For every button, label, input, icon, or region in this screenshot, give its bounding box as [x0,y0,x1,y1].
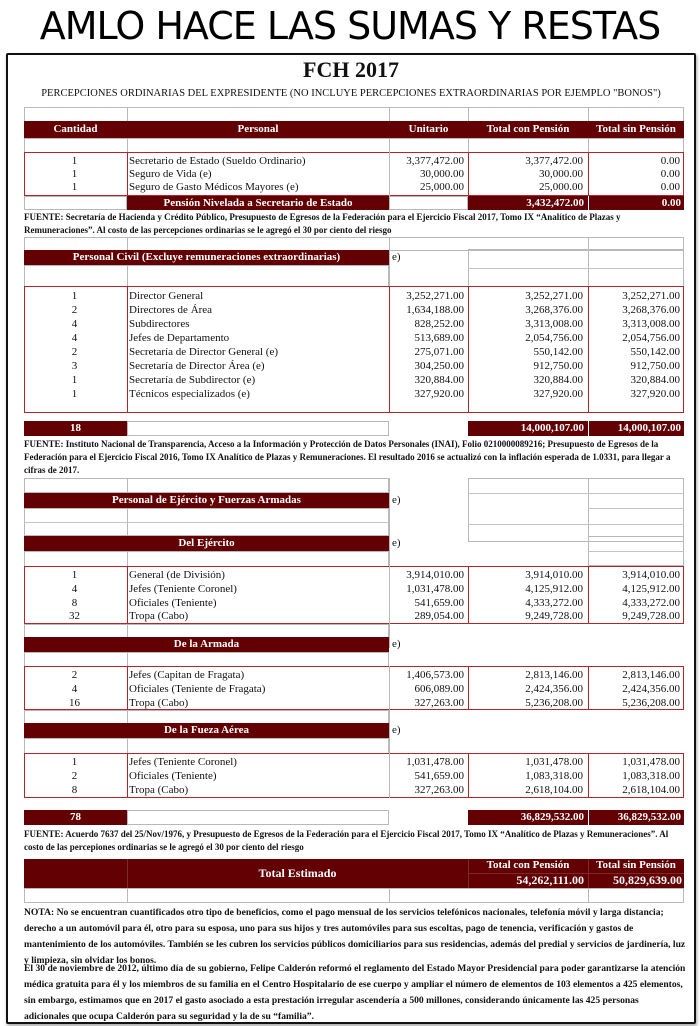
table-row: 1 Seguro de Gasto Médicos Mayores (e) 25,000.00 25,000.00 0.00 [71,181,680,193]
document-subtitle: PERCEPCIONES ORDINARIAS DEL EXPRESIDENTE (NO INCLUYE PERCEPCIONES EXTRAORDINARIAS POR EJEMPLO "BONOS") [41,88,661,99]
section3-header: Personal de Ejército y Fuerzas Armadas [24,493,389,508]
table-row: 3 Secretaría de Director Área (e) 304,250.00 912,750.00 912,750.00 [71,360,680,372]
document-frame [6,53,696,1024]
table-row: 1 Técnicos especializados (e) 327,920.00 327,920.00 327,920.00 [71,388,680,400]
table-row: 8 Tropa (Cabo) 327,263.00 2,618,104.00 2,618,104.00 [71,784,680,796]
fuerza-aerea-marker: e) [392,724,401,736]
section2-total-qty: 18 [24,421,127,436]
ejercito-header: Del Ejército [24,536,389,551]
section1-source: FUENTE: Secretaría de Hacienda y Crédito Público, Presupuesto de Egresos de la Federación para el Ejercicio Fiscal 2017, Tomo IX “Analítico de Plazas y Remuneraciones”. Al costo de las percepciones ordinarias se le agregó el 30 por ciento del riesgo [24,212,621,235]
table-row: 1 Secretaría de Subdirector (e) 320,884.00 320,884.00 320,884.00 [71,374,680,386]
section3-marker: e) [392,494,401,506]
table-row: 8 Oficiales (Teniente) 541,659.00 4,333,272.00 4,333,272.00 [71,597,680,609]
closing-paragraph: El 30 de noviembre de 2012, último día de su gobierno, Felipe Calderón reformó el reglamento del Estado Mayor Presidencial para poder garantizarse la atención médica gratuita para él y los miembros de su familia en el Centro Hospitalario de ese cuerpo y ampliar el número de elementos de 103 elementos a 425 elementos, sin embargo, estimamos que en 2017 el gasto asociado a esta prestación irregular ascendería a 500 millones, considerando únicamente las 425 personas adicionales que ocupa Calderón para su seguridad y la de su “familia”. [24,963,686,1022]
table-row: 16 Tropa (Cabo) 327,263.00 5,236,208.00 5,236,208.00 [69,697,680,709]
table-row: 32 Tropa (Cabo) 289,054.00 9,249,728.00 9,249,728.00 [69,610,680,622]
section3-total-without: 36,829,532.00 [589,810,684,825]
table-row: 2 Jefes (Capitan de Fragata) 1,406,573.00 2,813,146.00 2,813,146.00 [71,669,680,681]
document-title: FCH 2017 [303,57,399,82]
empty-grid-row [24,107,684,122]
col-header-total-sin-pension: Total sin Pensión [596,123,676,135]
table-row: 4 Subdirectores 828,252.00 3,313,008.00 3,313,008.00 [71,318,680,330]
section2-total-with: 14,000,107.00 [468,421,588,436]
table-row: 4 Jefes de Departamento 513,689.00 2,054,756.00 2,054,756.00 [71,332,680,344]
section2-marker: e) [392,251,401,263]
section1-total-label: Pensión Nivelada a Secretario de Estado [127,196,389,210]
grand-total-label: Total Estimado [258,866,337,880]
grand-total-without-label: Total sin Pensión [596,859,676,871]
table-row: 1 General (de División) 3,914,010.00 3,914,010.00 3,914,010.00 [71,569,680,581]
section1-total-with: 3,432,472.00 [468,196,588,210]
table-row: 1 Seguro de Vida (e) 30,000.00 30,000.00 0.00 [71,168,680,180]
table-row: 1 Jefes (Teniente Coronel) 1,031,478.00 1,031,478.00 1,031,478.00 [71,756,680,768]
table-row: 2 Secretaría de Director General (e) 275,071.00 550,142.00 550,142.00 [71,346,680,358]
col-header-total-con-pension: Total con Pensión [486,123,570,135]
section1-total-without: 0.00 [589,196,684,210]
table-row: 4 Jefes (Teniente Coronel) 1,031,478.00 4,125,912.00 4,125,912.00 [71,583,680,595]
grand-total-with-value: 54,262,111.00 [516,873,584,887]
section3-total-qty: 78 [24,810,127,825]
col-header-cantidad: Cantidad [53,123,98,135]
armada-marker: e) [392,638,401,650]
table-row: 2 Directores de Área 1,634,188.00 3,268,376.00 3,268,376.00 [71,304,680,316]
headline: AMLO HACE LAS SUMAS Y RESTAS [39,4,661,48]
section2-header: Personal Civil (Excluye remuneraciones extraordinarias) [24,250,389,265]
section3-source: FUENTE: Acuerdo 7637 del 25/Nov/1976, y Presupuesto de Egresos de la Federación para el Ejercicio Fiscal 2017, Tomo IX “Analítico de Plazas y Remuneraciones”. Al costo de las percepiones ordinarias se le agregó el 30 por ciento del riesgo [24,829,669,852]
table-row: 1 Director General 3,252,271.00 3,252,271.00 3,252,271.00 [71,290,680,302]
armada-header: De la Armada [24,637,389,652]
fuerza-aerea-header: De la Fueza Aérea [24,723,389,738]
table-row: 4 Oficiales (Teniente de Fragata) 606,089.00 2,424,356.00 2,424,356.00 [71,683,680,695]
grand-total-without-value: 50,829,639.00 [613,873,682,887]
ejercito-marker: e) [392,537,401,549]
col-header-unitario: Unitario [408,123,449,135]
section2-source: FUENTE: Instituto Nacional de Transparencia, Acceso a la Información y Protección de Datos Personales (INAI), Folio 0210000089216; Presupuesto de Egresos de la Federación para el Ejercicio Fiscal 2016, Tomo IX Analítico de Plazas y Remuneraciones. El resultado 2016 se actualizó con la inflación esperada de 1.0331, para llegar a cifras de 2017. [24,439,671,475]
col-header-personal: Personal [237,123,279,135]
column-header-row [24,121,684,138]
grand-total-with-label: Total con Pensión [486,859,570,871]
section3-total-with: 36,829,532.00 [468,810,588,825]
section2-total-without: 14,000,107.00 [589,421,684,436]
nota-paragraph: NOTA: No se encuentran cuantificados otro tipo de beneficios, como el pago mensual de los servicios telefónicos nacionales, telefonía móvil y larga distancia; derecho a un automóvil para él, otro para su esposa, uno para sus hijos y tres automóviles para sus escoltas, pago de tenencia, verificación y gastos de mantenimiento de los automóviles. También se les cubren los servicios públicos domiciliarios para sus residencias, además del predial y servicios de jardinería, luz y limpieza, sin olvidar los bonos. [24,907,686,966]
table-row: 1 Secretario de Estado (Sueldo Ordinario) 3,377,472.00 3,377,472.00 0.00 [71,155,680,167]
table-row: 2 Oficiales (Teniente) 541,659.00 1,083,318.00 1,083,318.00 [71,770,680,782]
